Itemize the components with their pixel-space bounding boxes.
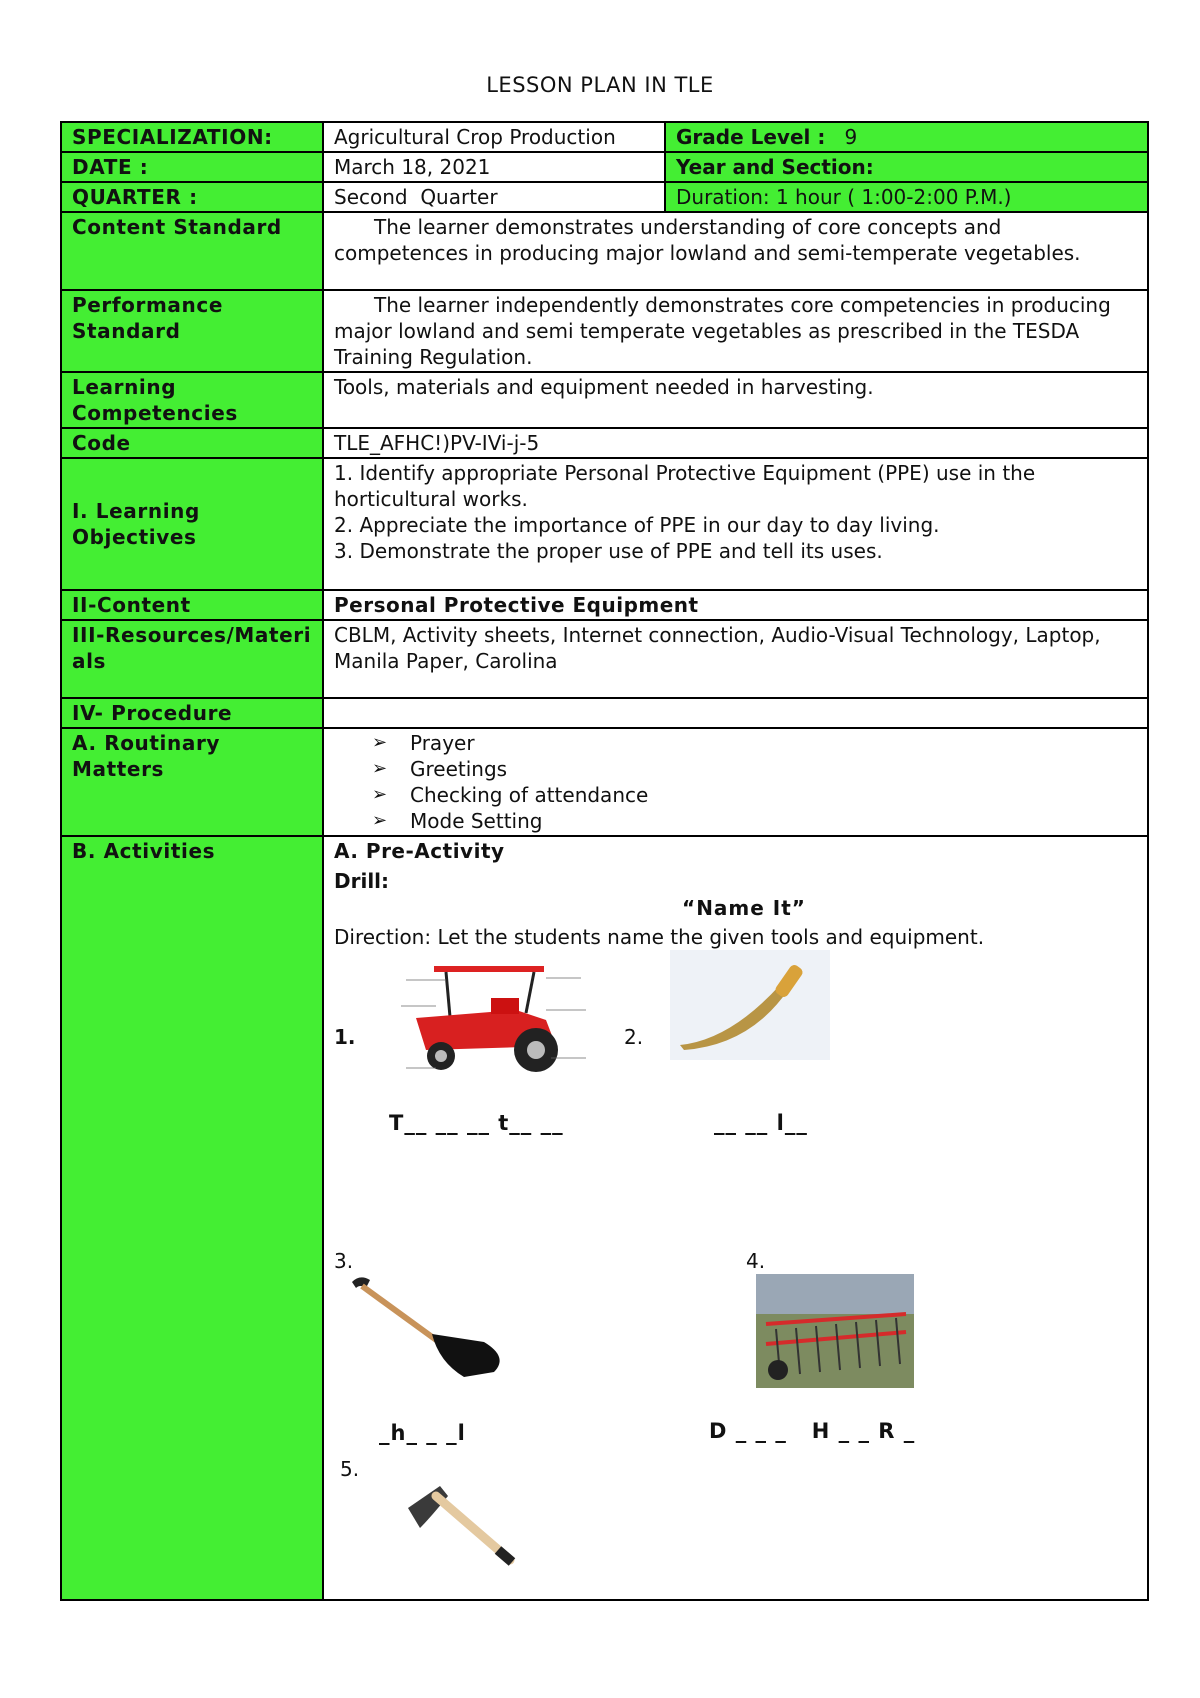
specialization-row <box>61 122 1148 152</box>
item-4-answer: D _ _ _ H _ _ R _ <box>709 1419 916 1443</box>
objective-2: 2. Appreciate the importance of PPE in our day to day living. <box>334 513 940 537</box>
tractor-image <box>396 958 596 1078</box>
year-section-label: Year and Section: <box>676 155 874 179</box>
page-title: LESSON PLAN IN TLE <box>486 73 714 97</box>
disc-harrow-image <box>756 1274 914 1388</box>
activity-area <box>334 838 1137 1598</box>
performance-standard-text: The learner independently demonstrates core competencies in producing major lowland and semi temperate vegetables as prescribed in the TESDA Training Regulation. <box>334 293 1111 369</box>
item-3-number: 3. <box>334 1249 354 1273</box>
objectives-value <box>323 458 1148 590</box>
item-3-answer: _h_ _ _l <box>379 1421 466 1445</box>
procedure-label: IV- Procedure <box>61 698 323 728</box>
activities-value <box>323 836 1148 1600</box>
learning-competencies-label: Learning Competencies <box>61 372 323 428</box>
date-label: DATE : <box>61 152 323 182</box>
date-value: March 18, 2021 <box>323 152 665 182</box>
objective-3: 3. Demonstrate the proper use of PPE and tell its uses. <box>334 539 883 563</box>
list-item: ➢ Checking of attendance <box>372 783 649 807</box>
procedure-value <box>323 698 1148 728</box>
item-5-number: 5. <box>340 1457 360 1481</box>
resources-label: III-Resources/Materials <box>61 620 323 698</box>
content-standard-row <box>61 212 1148 290</box>
grade-level-value: 9 <box>844 125 858 149</box>
routinary-list <box>334 730 1137 834</box>
learning-competencies-row <box>61 372 1148 428</box>
learning-competencies-value: Tools, materials and equipment needed in harvesting. <box>323 372 1148 428</box>
code-label: Code <box>61 428 323 458</box>
content-standard-label: Content Standard <box>61 212 323 290</box>
resources-row <box>61 620 1148 698</box>
specialization-value: Agricultural Crop Production <box>323 122 665 152</box>
duration-cell: Duration: 1 hour ( 1:00-2:00 P.M.) <box>665 182 1148 212</box>
quarter-label: QUARTER : <box>61 182 323 212</box>
objectives-row <box>61 458 1148 590</box>
name-it-title: “Name It” <box>682 896 806 920</box>
axe-image <box>400 1478 530 1574</box>
direction-text: Direction: Let the students name the given tools and equipment. <box>334 925 985 949</box>
item-2-number: 2. <box>624 1025 644 1049</box>
performance-standard-value <box>323 290 1148 372</box>
item-1-number: 1. <box>334 1025 356 1049</box>
content-label: II-Content <box>61 590 323 620</box>
quarter-value: Second Quarter <box>323 182 665 212</box>
grade-level-label: Grade Level : <box>676 125 826 149</box>
arrow-bullet-icon: ➢ <box>372 732 388 753</box>
item-4-number: 4. <box>746 1249 766 1273</box>
content-standard-value <box>323 212 1148 290</box>
content-row <box>61 590 1148 620</box>
pre-activity-heading: A. Pre-Activity <box>334 839 505 863</box>
performance-standard-label: Performance Standard <box>61 290 323 372</box>
objectives-label: I. Learning Objectives <box>61 458 323 590</box>
drill-heading: Drill: <box>334 869 390 893</box>
routinary-value <box>323 728 1148 836</box>
content-standard-text: The learner demonstrates understanding of core concepts and competences in producing major lowland and semi-temperate vegetables. <box>334 215 1081 265</box>
objective-1: 1. Identify appropriate Personal Protective Equipment (PPE) use in the horticultural works. <box>334 461 1036 511</box>
performance-standard-row <box>61 290 1148 372</box>
item-2-answer: __ __ l__ <box>714 1111 808 1135</box>
list-item: ➢ Greetings <box>372 757 508 781</box>
routinary-row <box>61 728 1148 836</box>
item-1-answer: T__ __ __ t__ __ <box>389 1111 564 1135</box>
activities-row <box>61 836 1148 1600</box>
date-row <box>61 152 1148 182</box>
list-item: ➢ Prayer <box>372 731 475 755</box>
bolo-image <box>670 950 830 1060</box>
year-section-cell <box>665 152 1148 182</box>
arrow-bullet-icon: ➢ <box>372 784 388 805</box>
shovel-image <box>344 1272 514 1382</box>
lesson-plan-table <box>60 121 1149 1601</box>
resources-value: CBLM, Activity sheets, Internet connection, Audio-Visual Technology, Laptop, Manila Paper, Carolina <box>323 620 1148 698</box>
arrow-bullet-icon: ➢ <box>372 758 388 779</box>
routinary-label: A. Routinary Matters <box>61 728 323 836</box>
specialization-label: SPECIALIZATION: <box>61 122 323 152</box>
quarter-row <box>61 182 1148 212</box>
content-value: Personal Protective Equipment <box>323 590 1148 620</box>
grade-level-cell <box>665 122 1148 152</box>
arrow-bullet-icon: ➢ <box>372 810 388 831</box>
code-value: TLE_AFHC!)PV-IVi-j-5 <box>323 428 1148 458</box>
code-row <box>61 428 1148 458</box>
activities-label: B. Activities <box>61 836 323 1600</box>
procedure-row <box>61 698 1148 728</box>
list-item: ➢ Mode Setting <box>372 809 543 833</box>
